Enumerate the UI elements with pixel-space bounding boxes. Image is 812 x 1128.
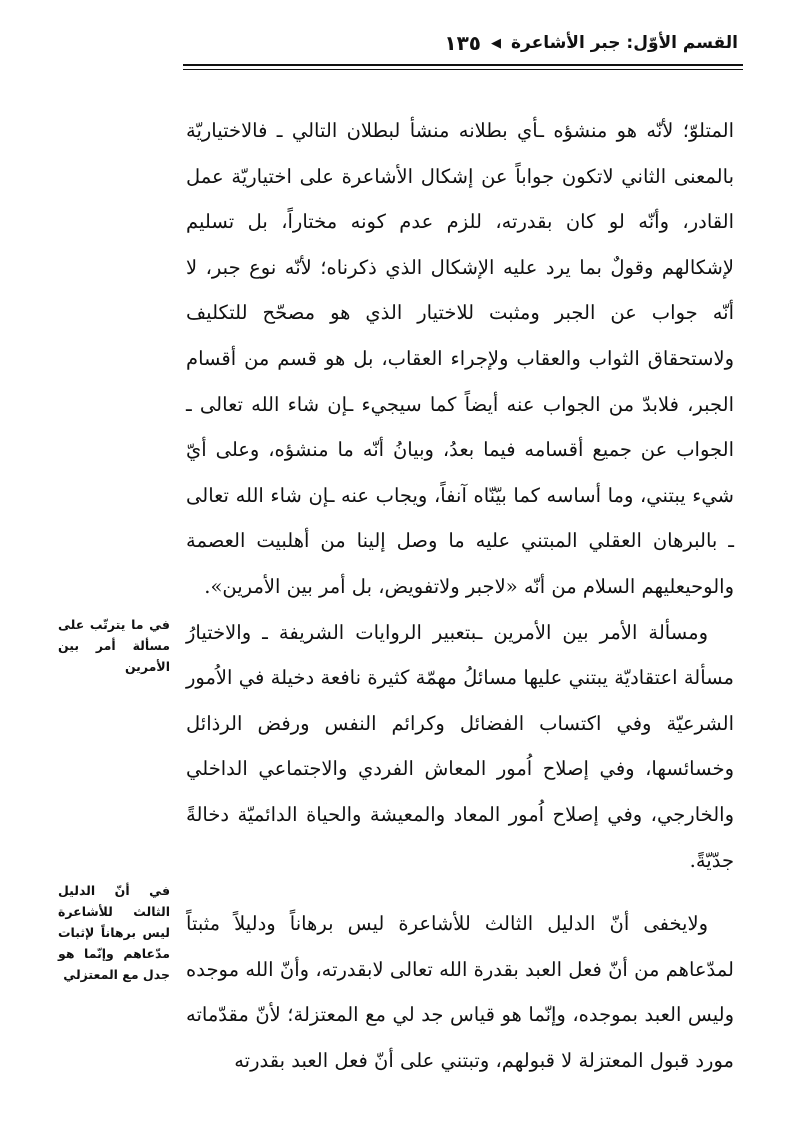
header-rule-thin xyxy=(183,69,743,70)
arrow-left-icon: ◀ xyxy=(490,35,501,51)
running-header xyxy=(188,28,738,58)
section-title: القسم الأوّل: جبر الأشاعرة xyxy=(510,33,738,53)
margin-note-2: في أنّ الدليل الثالث للأشاعرة ليس برهاناً لإثبات مدّعاهم وإنّما هو جدل مع المعتزلي xyxy=(58,883,170,982)
paragraph-1: المتلوّ؛ لأنّه هو منشؤه ـأي بطلانه منشأ لبطلان التالي ـ فالاختياريّة بالمعنى الثاني لاتكون جواباً عن إشكال الأشاعرة على اختياريّة عمل القادر، وأنّه لو كان بقدرته، للزم عدم كونه مختاراً، بل تسليم لإشكالهم وقولٌ بما يرد عليه الإشكال الذي ذكرناه؛ لأنّه نوع جبر، لا أنّه جواب عن الجبر ومثبت للاختيار الذي هو مصحّح للتكليف ولاستحقاق الثواب والعقاب ولإجراء العقاب، بل هو قسم من أقسام الجبر، فلابدّ من الجواب عنه أيضاً كما سيجيء ـإن شاء الله تعالى ـ الجواب عن جميع أقسامه فيما بعدُ، وبيانُ أنّه ما منشؤه، وعلى أيّ شيء يبتني، وما أساسه كما بيّنّاه آنفاً، ويجاب عنه ـإن شاء الله تعالى ـ بالبرهان العقلي المبتني عليه ما وصل إلينا من أهلبيت العصمة والوحيعليهم السلام من أنّه «لاجبر ولاتفويض، بل أمر بين الأمرين». xyxy=(186,119,734,598)
page-number: ١٣٥ xyxy=(444,31,481,55)
main-text xyxy=(186,108,734,1083)
margin-note-1: في ما يترتّب على مسألة أمر بين الأمرين xyxy=(58,617,170,674)
paragraph-2: ومسألة الأمر بين الأمرين ـبتعبير الروايات الشريفة ـ والاختيارُ مسألة اعتقاديّة يبتني عليها مسائلُ مهمّة كثيرة نافعة دخيلة في الاُمور الشرعيّة وفي اكتساب الفضائل وكرائم النفس ورفض الرذائل وخسائسها، وفي إصلاح اُمور المعاش الفردي والاجتماعي الداخلي والخارجي، وفي إصلاح اُمور المعاد والمعيشة والحياة الدائميّة دخالةً جدّيّةً. xyxy=(186,620,734,872)
paragraph-3: ولايخفى أنّ الدليل الثالث للأشاعرة ليس برهاناً ودليلاً مثبتاً لمدّعاهم من أنّ فعل العبد بقدرة الله تعالى لابقدرته، وأنّ الله موجده وليس العبد بموجده، وإنّما هو قياس جد لي مع المعتزلة؛ لأنّ مقدّماته مورد قبول المعتزلة لا قبولهم، وتبتني على أنّ فعل العبد بقدرته xyxy=(186,912,734,1072)
header-rule-thick xyxy=(183,64,743,66)
